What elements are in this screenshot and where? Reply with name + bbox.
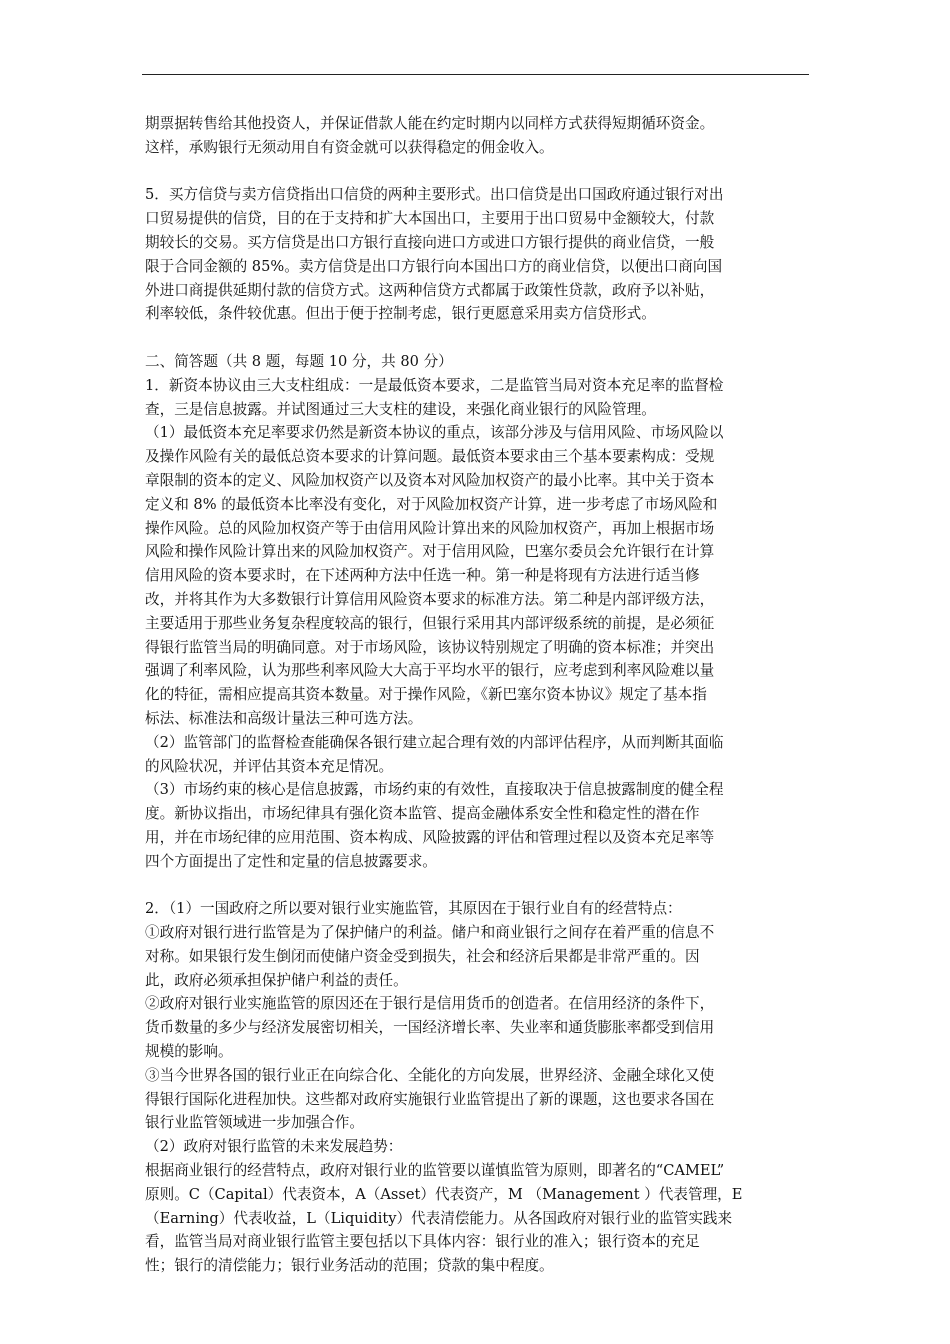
text-line: 强调了利率风险，认为那些利率风险大大高于平均水平的银行，应考虑到利率风险难以量: [145, 662, 715, 680]
text-line: （1）最低资本充足率要求仍然是新资本协议的重点，该部分涉及与信用风险、市场风险以: [145, 424, 724, 442]
paragraph-gap: [145, 160, 813, 184]
text-line: （2）监管部门的监督检查能确保各银行建立起合理有效的内部评估程序，从而判断其面临: [145, 733, 724, 751]
text-line: 信用风险的资本要求时，在下述两种方法中任选一种。第一种是将现有方法进行适当修: [145, 567, 700, 585]
text-line: ②政府对银行业实施监管的原因还在于银行是信用货币的创造者。在信用经济的条件下，: [145, 995, 715, 1013]
text-line: 章限制的资本的定义、风险加权资产以及资本对风险加权资产的最小比率。其中关于资本: [145, 471, 715, 489]
text-line: 查，三是信息披露。并试图通过三大支柱的建设，来强化商业银行的风险管理。: [145, 400, 656, 418]
text-line: 此，政府必须承担保护储户利益的责任。: [145, 971, 408, 989]
text-line: 限于合同金额的 85%。卖方信贷是出口方银行向本国出口方的商业信贷，以便出口商向国: [145, 257, 723, 275]
text-line: 货币数量的多少与经济发展密切相关，一国经济增长率、失业率和通货膨胀率都受到信用: [145, 1019, 715, 1037]
text-line: 化的特征，需相应提高其资本数量。对于操作风险，《新巴塞尔资本协议》规定了基本指: [145, 686, 707, 704]
text-line: 对称。如果银行发生倒闭而使储户资金受到损失，社会和经济后果都是非常严重的。因: [145, 947, 700, 965]
text-line: 规模的影响。: [145, 1043, 233, 1061]
paragraph-gap: [145, 326, 813, 350]
text-line: 定义和 8% 的最低资本比率没有变化，对于风险加权资产计算，进一步考虑了市场风险和: [145, 495, 718, 513]
text-line: 度。新协议指出，市场纪律具有强化资本监管、提高金融体系安全性和稳定性的潜在作: [145, 805, 700, 823]
text-line: 1．新资本协议由三大支柱组成：一是最低资本要求，二是监管当局对资本充足率的监督检: [145, 376, 724, 394]
text-line: 改，并将其作为大多数银行计算信用风险资本要求的标准方法。第二种是内部评级方法，: [145, 590, 715, 608]
text-line: 的风险状况，并评估其资本充足情况。: [145, 757, 394, 775]
text-line: 2．（1）一国政府之所以要对银行业实施监管，其原因在于银行业自有的经营特点：: [145, 900, 682, 918]
text-line: 四个方面提出了定性和定量的信息披露要求。: [145, 852, 437, 870]
text-line: 期票据转售给其他投资人，并保证借款人能在约定时期内以同样方式获得短期循环资金。: [145, 115, 715, 132]
text-line: （2）政府对银行监管的未来发展趋势：: [145, 1138, 403, 1156]
text-line: 得银行国际化进程加快。这些都对政府实施银行业监管提出了新的课题，这也要求各国在: [145, 1090, 715, 1108]
text-line: 二、简答题（共 8 题，每题 10 分，共 80 分）: [145, 352, 453, 370]
text-line: 利率较低，条件较优惠。但出于便于控制考虑，银行更愿意采用卖方信贷形式。: [145, 305, 656, 323]
text-line: 主要适用于那些业务复杂程度较高的银行，但银行采用其内部评级系统的前提，是必须征: [145, 614, 715, 632]
text-line: 5．买方信贷与卖方信贷指出口信贷的两种主要形式。出口信贷是出口国政府通过银行对出: [145, 186, 724, 204]
text-line: 原则。C（Capital）代表资本，A（Asset）代表资产，M （Management ）代表管理，E: [145, 1185, 743, 1203]
text-line: 期较长的交易。买方信贷是出口方银行直接向进口方或进口方银行提供的商业信贷，一般: [145, 233, 715, 251]
text-line: 口贸易提供的信贷，目的在于支持和扩大本国出口，主要用于出口贸易中金额较大，付款: [145, 210, 715, 228]
text-line: ①政府对银行进行监管是为了保护储户的利益。储户和商业银行之间存在着严重的信息不: [145, 924, 715, 942]
text-line: 及操作风险有关的最低总资本要求的计算问题。最低资本要求由三个基本要素构成：受规: [145, 448, 715, 466]
text-line: 根据商业银行的经营特点，政府对银行业的监管要以谨慎监管为原则，即著名的“CAMEL”: [145, 1162, 725, 1180]
text-line: 用，并在市场纪律的应用范围、资本构成、风险披露的评估和管理过程以及资本充足率等: [145, 828, 715, 846]
text-line: 银行业监管领域进一步加强合作。: [145, 1114, 364, 1132]
text-line: 看，监管当局对商业银行监管主要包括以下具体内容：银行业的准入；银行资本的充足: [145, 1233, 700, 1251]
text-line: ③当今世界各国的银行业正在向综合化、全能化的方向发展，世界经济、金融全球化又使: [145, 1066, 715, 1084]
document-body: [145, 112, 813, 1278]
text-line: 这样，承购银行无须动用自有资金就可以获得稳定的佣金收入。: [145, 138, 554, 156]
text-line: 风险和操作风险计算出来的风险加权资产。对于信用风险，巴塞尔委员会允许银行在计算: [145, 543, 715, 561]
text-line: （Earning）代表收益，L（Liquidity）代表清偿能力。从各国政府对银行业的监管实践来: [145, 1209, 733, 1227]
text-line: 性；银行的清偿能力；银行业务活动的范围；贷款的集中程度。: [145, 1257, 554, 1275]
text-line: 外进口商提供延期付款的信贷方式。这两种信贷方式都属于政策性贷款，政府予以补贴，: [145, 281, 715, 299]
paragraph-gap: [145, 874, 813, 898]
text-line: 得银行监管当局的明确同意。对于市场风险，该协议特别规定了明确的资本标准；并突出: [145, 638, 715, 656]
text-line: 操作风险。总的风险加权资产等于由信用风险计算出来的风险加权资产，再加上根据市场: [145, 519, 715, 537]
text-line: （3）市场约束的核心是信息披露，市场约束的有效性，直接取决于信息披露制度的健全程: [145, 781, 724, 799]
text-line: 标法、标准法和高级计量法三种可选方法。: [145, 709, 423, 727]
header-rule: [142, 74, 809, 75]
